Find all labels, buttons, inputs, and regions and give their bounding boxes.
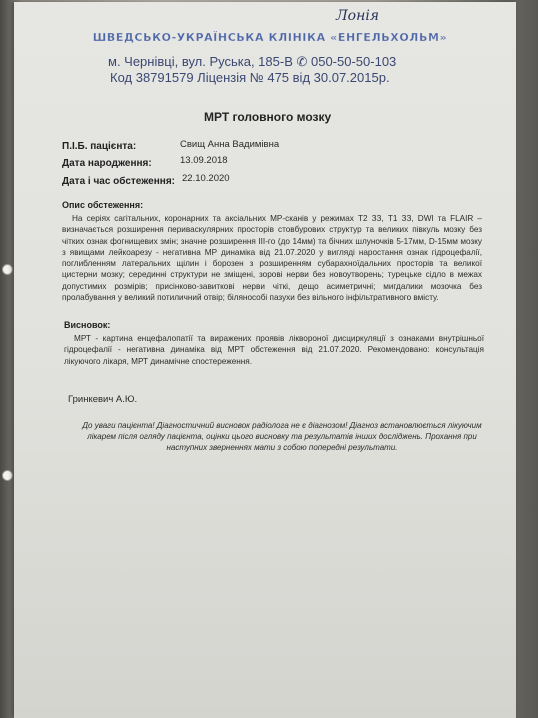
clinic-code-license: Код 38791579 Ліцензія № 475 від 30.07.2015р. xyxy=(110,70,390,85)
description-text: На серіях сагітальних, коронарних та аксіальних МР-сканів у режимах Т2 ЗЗ, Т1 ЗЗ, DWI та FLAIR – визначається розширення периваскулярних просторів стовбурових структур та великих півкуль мозку без чітких ознак фогнищевих змін; значне розширення ІІІ-го (до 14мм) та бічних шлуночків 5-17мм, D-15мм мозку з явищами лейкоарезу - негативна МР динаміка від 21.07.2020 у вигляді наростання ознак гідроцефалії, поглибленням латеральних щілин і борозен з розширенням субарахноїдальних просторів та великої цистерни мозку; серединні структури не зміщені, зорові нерви без новоутворень; турецьке сідло в межах допустимих розмірів; присінково-завиткові нерви чіткі, дещо асиметричні; мигдалики мозочка без пролабування у великий потиличний отвір; білянособі пазухи без вільного інфільтративного вмісту. xyxy=(62,214,482,303)
patient-notice: До уваги пацієнта! Діагностичний висновок радіолога не є діагнозом! Діагноз встановлюється лікуючим лікарем після огляду пацієнта, оцінки цього висновку та результатів інших досліджень. Прохання при наступних зверненнях мати з собою попередні результати. xyxy=(82,421,482,452)
clinic-name: ШВЕДСЬКО-УКРАЇНСЬКА КЛІНІКА «ЕНГЕЛЬХОЛЬМ» xyxy=(92,31,448,44)
description-heading: Опис обстеження: xyxy=(62,200,144,210)
doctor-name: Гринкевич А.Ю. xyxy=(68,394,138,405)
punch-hole xyxy=(2,264,13,275)
dob-value: 13.09.2018 xyxy=(180,155,228,166)
handwritten-note: Лонія xyxy=(336,8,380,24)
exam-date-value: 22.10.2020 xyxy=(182,173,230,184)
document-title: МРТ головного мозку xyxy=(204,110,332,124)
conclusion-text: МРТ - картина енцефалопатії та виражених проявів ліквороної дисциркуляції з ознаками внутрішньої гідроцефалії - негативна динаміка від МРТ обстеження від 21.07.2020. Рекомендовано: консультація лікуючого лікаря, МРТ динамічне спостереження. xyxy=(64,334,484,366)
patient-label: П.І.Б. пацієнта: xyxy=(62,141,137,152)
clinic-address: м. Чернівці, вул. Руська, 185-В ✆ 050-50-50-103 xyxy=(108,54,397,69)
conclusion-heading: Висновок: xyxy=(64,320,111,330)
exam-date-label: Дата і час обстеження: xyxy=(62,176,175,187)
punch-hole xyxy=(2,470,13,481)
dob-label: Дата народження: xyxy=(62,158,152,169)
patient-name: Свищ Анна Вадимівна xyxy=(180,139,280,150)
document-page xyxy=(14,2,516,718)
